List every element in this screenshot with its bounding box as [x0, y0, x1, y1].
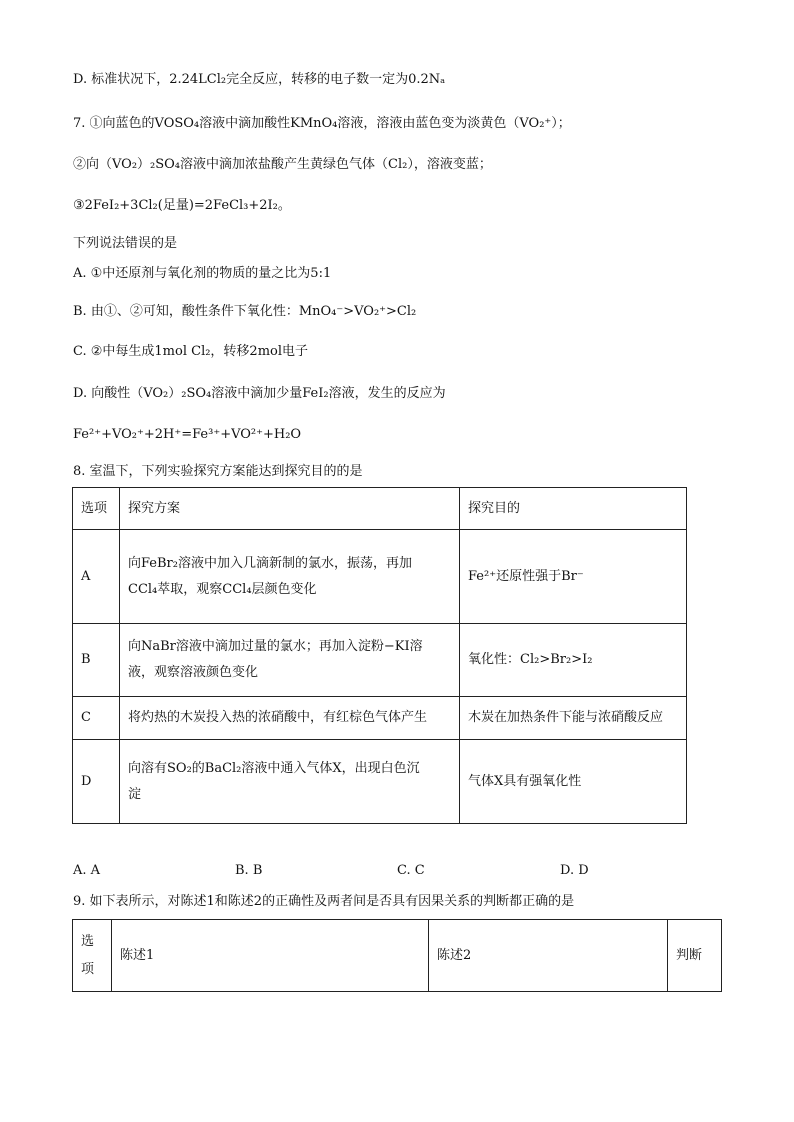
q7-option-a: A. ①中还原剂与氧化剂的物质的量之比为5:1	[73, 266, 332, 281]
row-goal: 氧化性：Cl₂>Br₂>I₂	[460, 624, 687, 697]
row-goal: 木炭在加热条件下能与浓硝酸反应	[460, 697, 687, 740]
q8-option-d: D. D	[560, 863, 589, 878]
q8-option-a: A. A	[73, 863, 101, 878]
row-plan: 将灼热的木炭投入热的浓硝酸中，有红棕色气体产生	[120, 697, 460, 740]
row-plan	[120, 624, 460, 697]
row-option: C	[73, 697, 120, 740]
header-statement-1: 陈述1	[112, 920, 429, 992]
q8-stem: 8. 室温下，下列实验探究方案能达到探究目的的是	[73, 464, 363, 479]
table-row	[73, 624, 687, 697]
header-plan: 探究方案	[120, 488, 460, 530]
plan-line: CCl₄萃取，观察CCl₄层颜色变化	[128, 581, 317, 597]
q8-table	[72, 487, 687, 824]
header-option: 选项	[73, 488, 120, 530]
q7-option-c: C. ②中每生成1mol Cl₂，转移2mol电子	[73, 344, 309, 359]
q7-stem-line2: ②向（VO₂）₂SO₄溶液中滴加浓盐酸产生黄绿色气体（Cl₂），溶液变蓝；	[73, 157, 492, 172]
header-option: 选项	[73, 920, 112, 992]
row-option: A	[73, 530, 120, 624]
q8-option-c: C. C	[397, 863, 425, 878]
q7-option-b: B. 由①、②可知，酸性条件下氧化性：MnO₄⁻>VO₂⁺>Cl₂	[73, 304, 417, 319]
table-header-row	[73, 488, 687, 530]
q9-table	[72, 919, 722, 992]
q7-stem-line3: ③2FeI₂+3Cl₂(足量)=2FeCl₃+2I₂。	[73, 198, 291, 213]
header-statement-2: 陈述2	[429, 920, 668, 992]
row-option: D	[73, 740, 120, 824]
q7-option-d-equation: Fe²⁺+VO₂⁺+2H⁺=Fe³⁺+VO²⁺+H₂O	[73, 427, 302, 442]
row-plan	[120, 530, 460, 624]
table-row	[73, 740, 687, 824]
header-judgement: 判断	[668, 920, 722, 992]
q6-option-d: D. 标准状况下，2.24LCl₂完全反应，转移的电子数一定为0.2Nₐ	[73, 72, 446, 87]
plan-line: 淀	[128, 786, 142, 802]
q9-stem: 9. 如下表所示，对陈述1和陈述2的正确性及两者间是否具有因果关系的判断都正确的是	[73, 894, 575, 909]
q7-stem-line1: 7. ①向蓝色的VOSO₄溶液中滴加酸性KMnO₄溶液，溶液由蓝色变为淡黄色（VO₂⁺）；	[73, 116, 571, 131]
q7-option-d-line1: D. 向酸性（VO₂）₂SO₄溶液中滴加少量FeI₂溶液，发生的反应为	[73, 386, 446, 401]
header-goal: 探究目的	[460, 488, 687, 530]
row-plan	[120, 740, 460, 824]
row-goal: 气体X具有强氧化性	[460, 740, 687, 824]
plan-line: 向NaBr溶液中滴加过量的氯水；再加入淀粉−KI溶	[128, 639, 423, 654]
row-goal: Fe²⁺还原性强于Br⁻	[460, 530, 687, 624]
q7-prompt: 下列说法错误的是	[73, 236, 178, 251]
plan-line: 向溶有SO₂的BaCl₂溶液中通入气体X，出现白色沉	[128, 760, 420, 776]
table-row	[73, 697, 687, 740]
table-row	[73, 530, 687, 624]
q8-option-b: B. B	[235, 863, 263, 878]
plan-line: 液，观察溶液颜色变化	[128, 665, 259, 680]
plan-line: 向FeBr₂溶液中加入几滴新制的氯水，振荡，再加	[128, 555, 412, 571]
row-option: B	[73, 624, 120, 697]
table-header-row	[73, 920, 722, 992]
